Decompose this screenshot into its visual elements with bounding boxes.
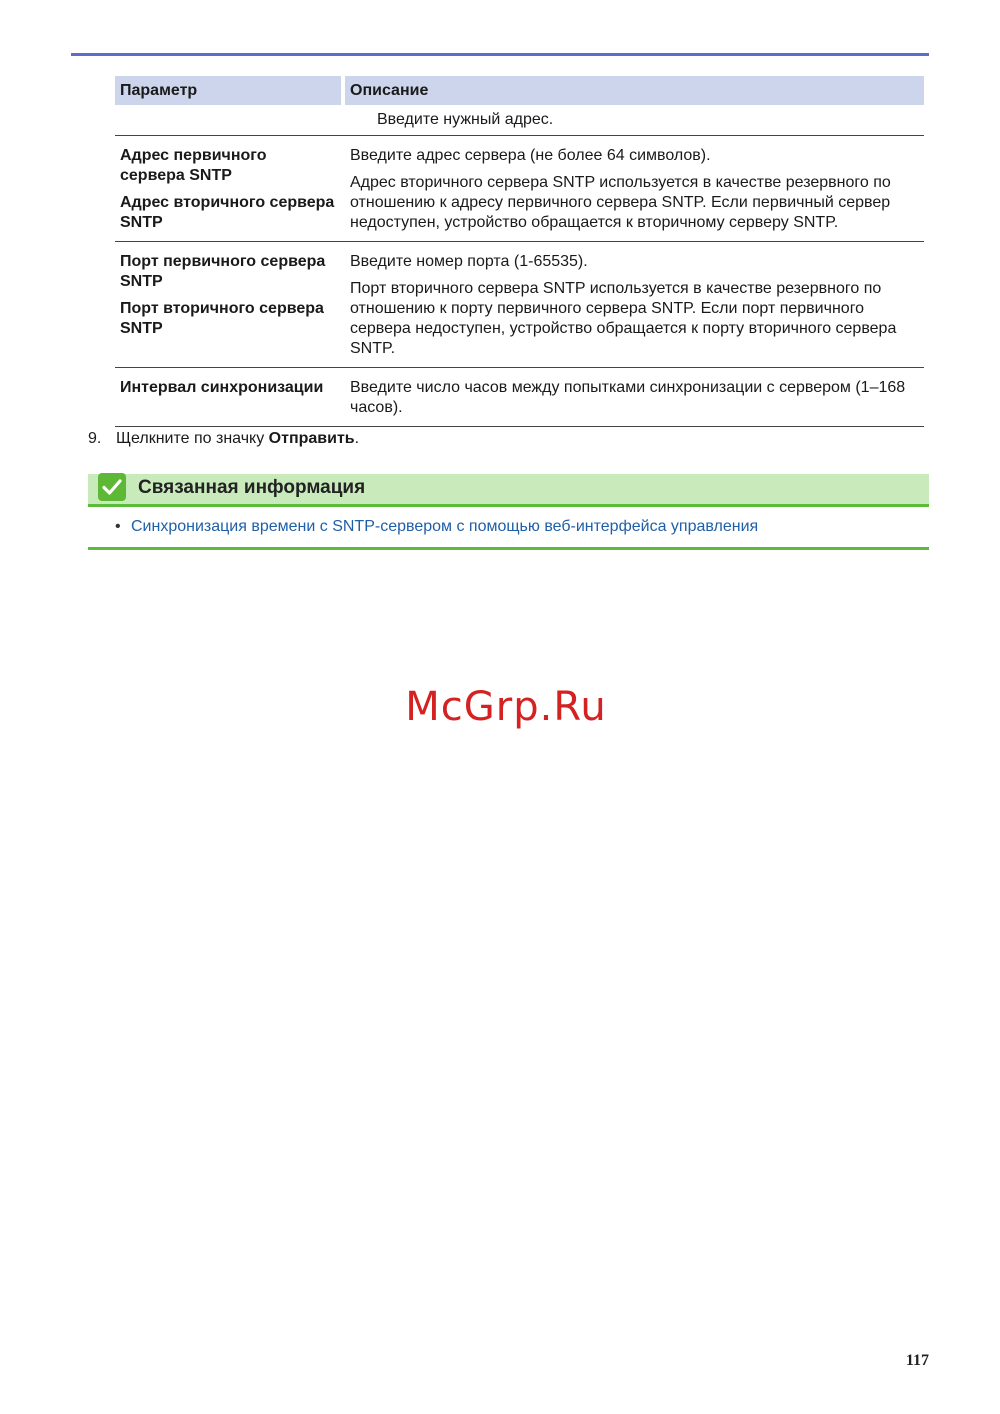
param-desc: Введите число часов между попытками синхронизации с сервером (1–168 часов). [350, 379, 906, 416]
table-cell-param [115, 368, 343, 427]
parameter-table [115, 76, 924, 427]
page-number: 117 [905, 1352, 929, 1369]
table-header-row [115, 76, 924, 105]
table-cell-desc [343, 242, 924, 368]
bullet: • [115, 518, 121, 535]
param-desc: Введите адрес сервера (не более 64 символов). [350, 147, 711, 164]
table-row [115, 368, 924, 427]
step-period: . [354, 430, 360, 447]
table-row [115, 136, 924, 242]
top-rule [71, 53, 929, 56]
step-text: Щелкните по значку [116, 430, 269, 447]
list-item [88, 517, 929, 537]
table-cell-desc [343, 105, 924, 136]
continuation-text: Введите нужный адрес. [377, 111, 554, 128]
param-desc: Введите номер порта (1-65535). [350, 253, 588, 270]
send-button-name: Отправить [268, 430, 355, 447]
param-name: Интервал синхронизации [120, 379, 324, 396]
table-cell-param [115, 136, 343, 242]
step-instruction [88, 430, 359, 448]
table-cell-param [115, 242, 343, 368]
param-desc: Порт вторичного сервера SNTP используется в качестве резервного по отношению к порту первичного сервера SNTP. Если порт первичного сервера недоступен, устройство обращается к порту вторичного сервера SNTP. [350, 280, 897, 357]
related-links [88, 517, 929, 537]
table-cell-desc [343, 136, 924, 242]
param-desc: Адрес вторичного сервера SNTP используется в качестве резервного по отношению к адресу первичного сервера SNTP. Если первичный сервер недоступен, устройство обращается к вторичному серверу SNTP. [350, 174, 891, 231]
checkmark-icon [98, 473, 126, 501]
header-description: Описание [343, 76, 924, 105]
related-info-header [88, 474, 929, 507]
header-parameter: Параметр [115, 76, 343, 105]
step-number: 9. [88, 430, 102, 447]
related-bottom-rule [88, 547, 929, 550]
watermark: McGrp.Ru [405, 684, 607, 730]
table-row [115, 105, 924, 136]
param-name: Адрес первичного сервера SNTP [120, 147, 267, 184]
table-row [115, 242, 924, 368]
table-cell-desc [343, 368, 924, 427]
related-info-section [88, 474, 929, 550]
table-cell-empty [115, 105, 343, 136]
related-info-title: Связанная информация [138, 477, 366, 498]
param-name: Порт первичного сервера SNTP [120, 253, 326, 290]
param-name: Порт вторичного сервера SNTP [120, 300, 324, 337]
related-link-sntp-sync[interactable]: Синхронизация времени с SNTP-сервером с помощью веб-интерфейса управления [131, 518, 759, 535]
param-name: Адрес вторичного сервера SNTP [120, 194, 335, 231]
